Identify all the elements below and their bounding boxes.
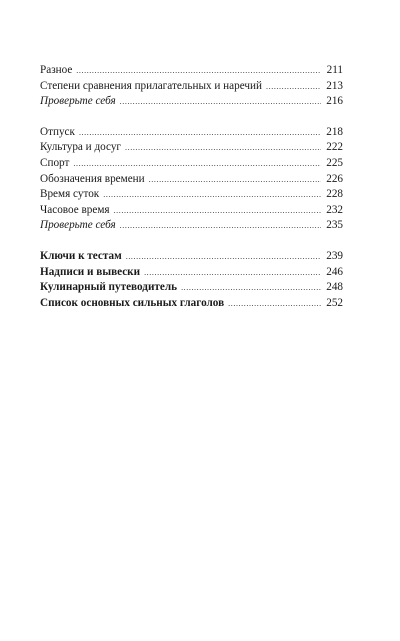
toc-entry-title: Разное	[40, 64, 73, 76]
toc-entry[interactable]	[40, 125, 343, 141]
toc-entry-page: 216	[326, 95, 343, 108]
toc-group-miscellany	[40, 63, 343, 110]
toc-dot-leader	[76, 63, 321, 79]
toc-entry-title: Обозначения времени	[40, 172, 145, 185]
toc-entry[interactable]	[40, 280, 343, 296]
toc-entry-page: 232	[326, 203, 343, 216]
toc-dot-leader	[120, 218, 321, 234]
toc-dot-leader	[266, 79, 321, 95]
toc-dot-leader	[114, 203, 321, 219]
toc-entry[interactable]	[40, 218, 343, 234]
toc-entry-page: 239	[326, 249, 343, 262]
toc-entry-title: Кулинарный путеводитель	[40, 281, 178, 294]
toc-entry-page: 218	[326, 125, 343, 138]
toc-entry-page: 213	[326, 79, 343, 92]
toc-entry-title: Спорт	[40, 156, 70, 169]
toc-dot-leader	[73, 156, 321, 172]
toc-entry[interactable]	[40, 296, 343, 312]
toc-group-appendices	[40, 249, 343, 311]
toc-dot-leader	[181, 280, 321, 296]
toc-entry-title: Часовое время	[40, 203, 110, 216]
toc-entry[interactable]	[40, 172, 343, 188]
toc-entry-title: Время суток	[40, 188, 100, 201]
toc-entry[interactable]	[40, 79, 343, 95]
toc-entry[interactable]	[40, 94, 343, 110]
toc-entry-page: 248	[326, 281, 343, 294]
toc-entry-page: 211	[326, 64, 343, 76]
toc-dot-leader	[144, 265, 321, 281]
toc-entry[interactable]	[40, 156, 343, 172]
toc-entry[interactable]	[40, 249, 343, 265]
toc-entry-title: Культура и досуг	[40, 141, 122, 154]
toc-entry[interactable]	[40, 140, 343, 156]
toc-entry-page: 222	[326, 141, 343, 154]
toc-entry-page: 225	[326, 156, 343, 169]
toc-entry-title: Список основных сильных глаголов	[40, 296, 225, 309]
toc-dot-leader	[103, 187, 321, 203]
toc-entry-page: 235	[326, 219, 343, 232]
toc-dot-leader	[125, 140, 321, 156]
toc-entry-page: 228	[326, 188, 343, 201]
toc-entry-title: Ключи к тестам	[40, 249, 122, 262]
toc-dot-leader	[79, 125, 321, 141]
toc-entry-page: 226	[326, 172, 343, 185]
toc-entry-page: 252	[326, 296, 343, 309]
toc-dot-leader	[126, 249, 321, 265]
toc-entry-title: Отпуск	[40, 125, 75, 138]
toc-entry[interactable]	[40, 203, 343, 219]
toc-entry-page: 246	[326, 265, 343, 278]
toc-entry[interactable]	[40, 63, 343, 79]
toc-entry-title: Степени сравнения прилагательных и наречий	[40, 79, 263, 92]
table-of-contents	[40, 63, 343, 311]
toc-dot-leader	[228, 296, 321, 312]
toc-entry-title: Надписи и вывески	[40, 265, 141, 278]
toc-group-vacation	[40, 125, 343, 234]
toc-entry-title: Проверьте себя	[40, 95, 116, 108]
toc-dot-leader	[149, 172, 321, 188]
toc-dot-leader	[120, 94, 321, 110]
toc-entry[interactable]	[40, 265, 343, 281]
toc-entry-title: Проверьте себя	[40, 219, 116, 232]
toc-entry[interactable]	[40, 187, 343, 203]
